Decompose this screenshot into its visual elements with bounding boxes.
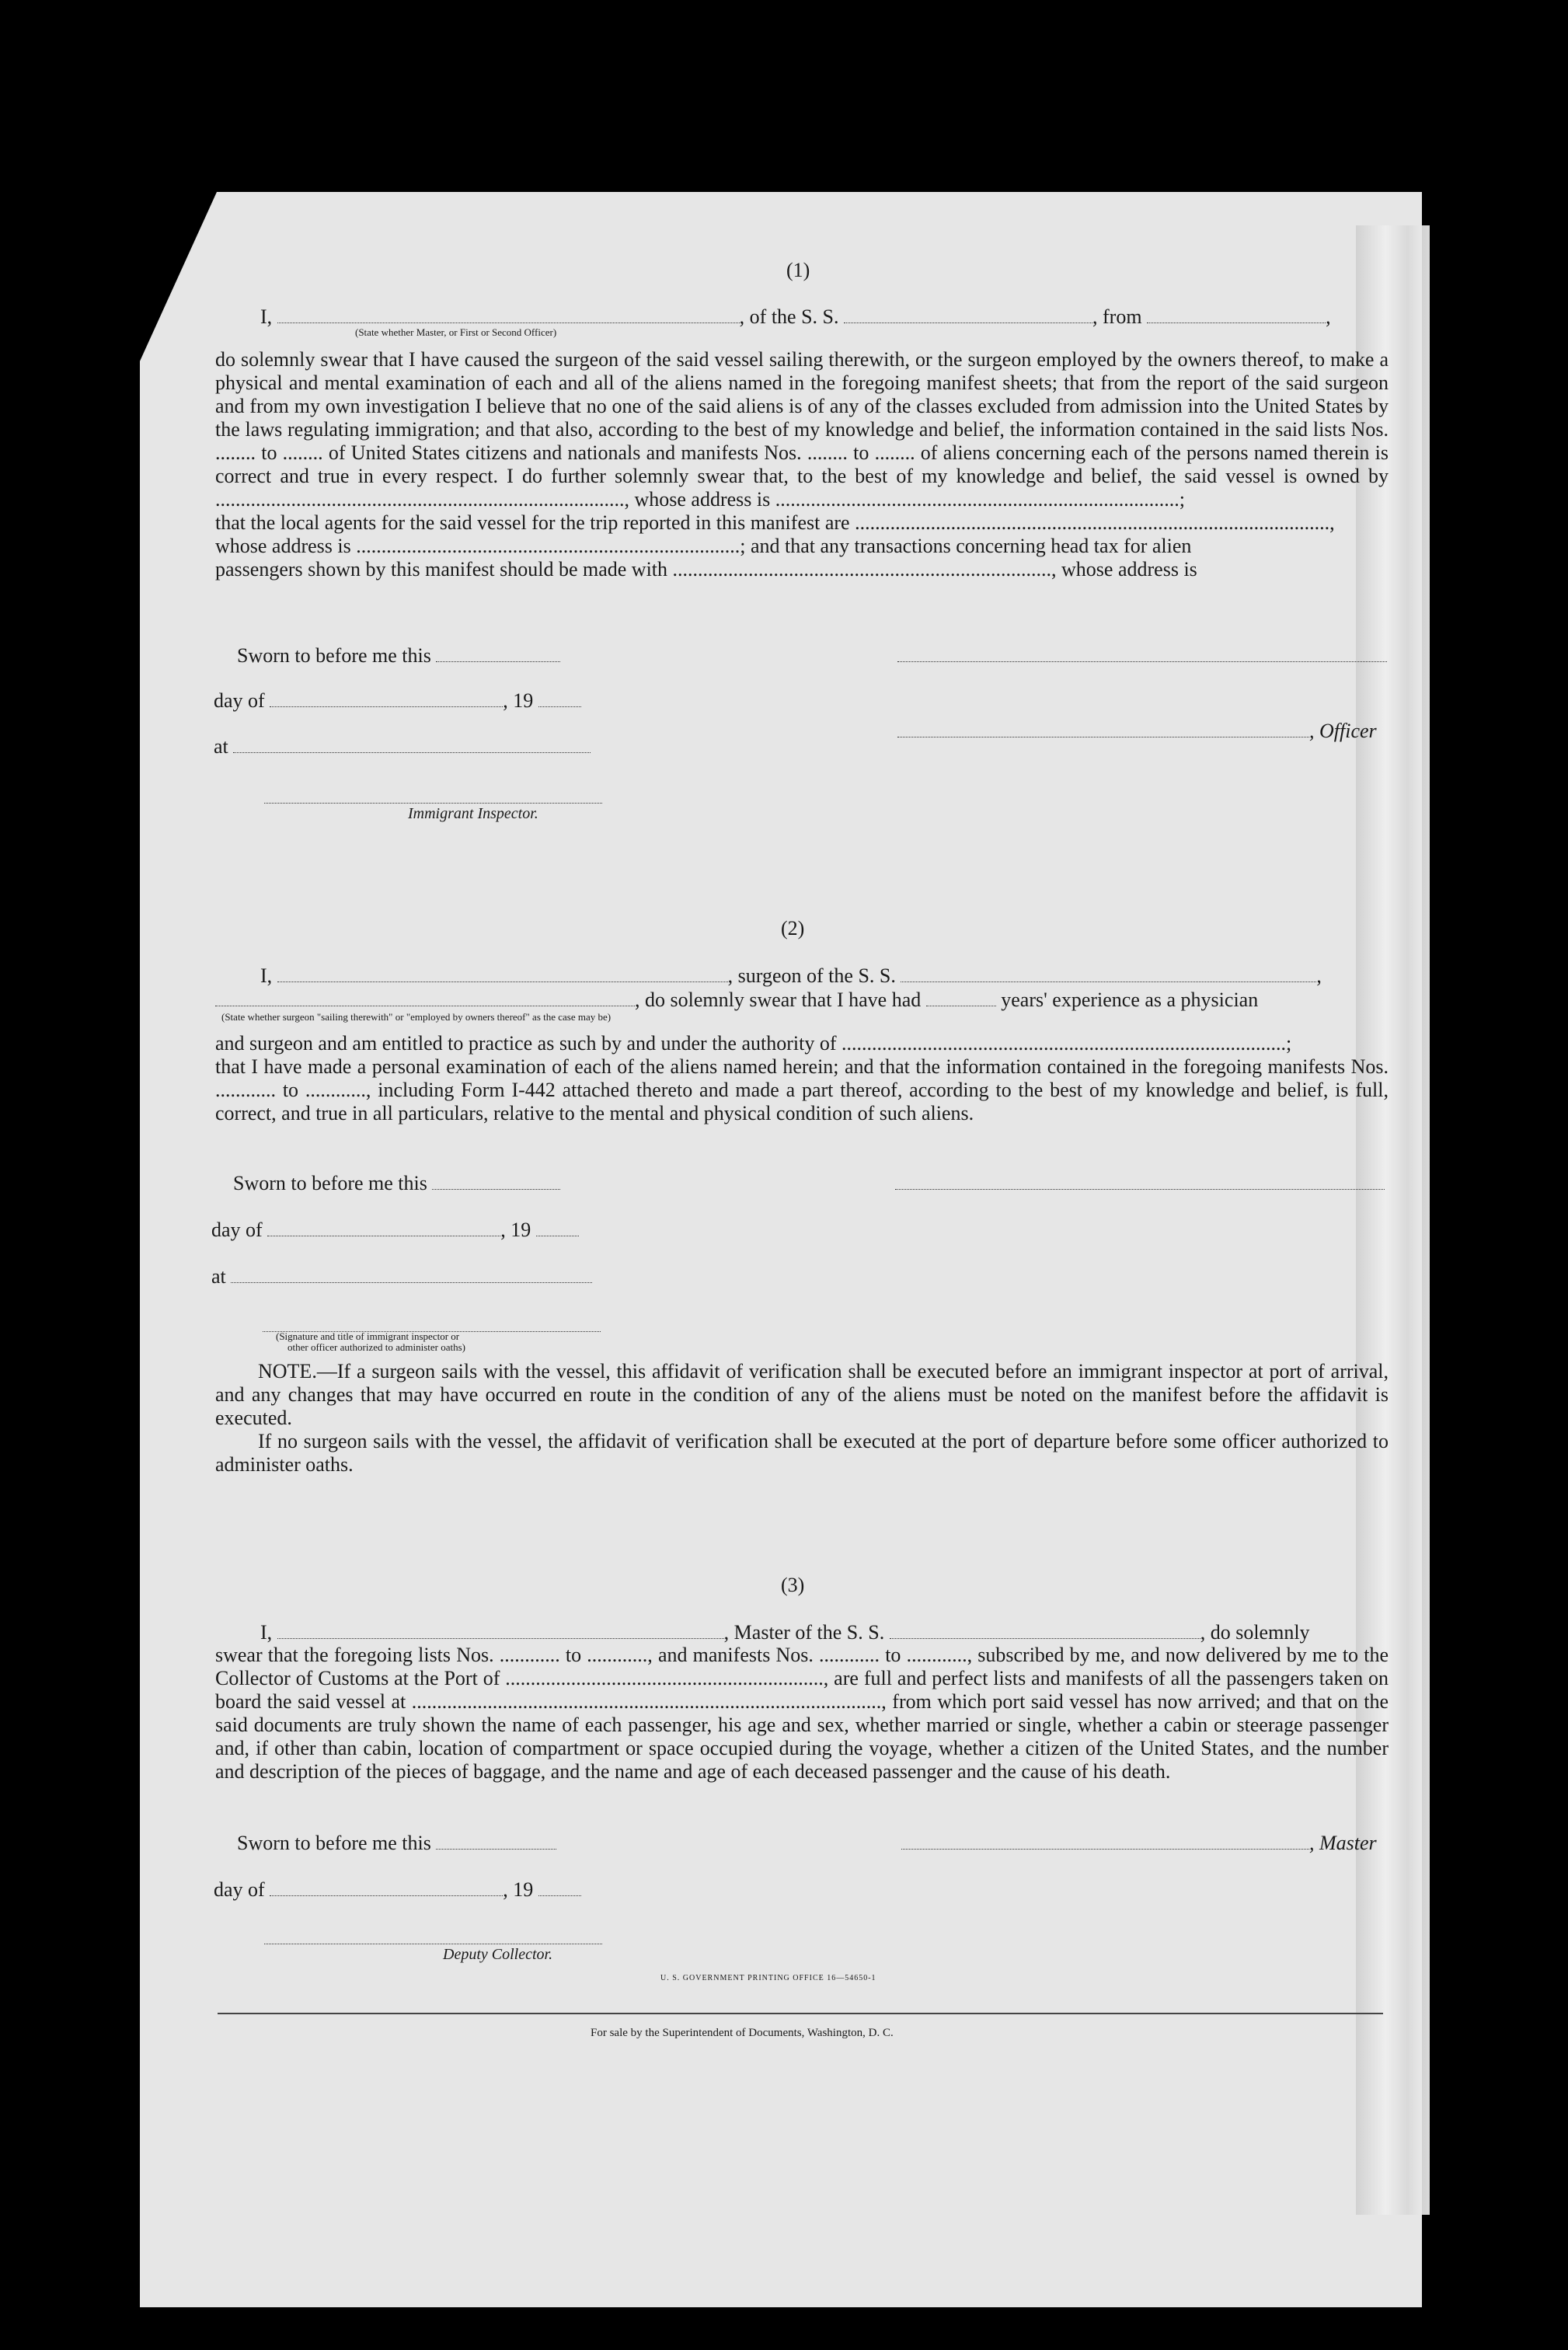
hint-surgeon: (State whether surgeon "sailing therewith" or "employed by owners thereof" as the case may be) <box>221 1011 612 1023</box>
label-i: I, <box>260 305 273 328</box>
sec1-sworn: Sworn to before me this <box>237 643 560 668</box>
sec1-agents: that the local agents for the said vessel for the trip reported in this manifest are .............................................................................................., <box>215 511 1335 534</box>
sec2-at: at <box>211 1264 592 1288</box>
sig-hint-1: (Signature and title of immigrant inspector or <box>276 1330 460 1342</box>
punch-hole <box>1434 2160 1469 2204</box>
immigrant-inspector-label: Immigrant Inspector. <box>408 805 538 822</box>
sec2-line1: I, , surgeon of the S. S. , <box>260 964 1322 987</box>
sec1-passengers: passengers shown by this manifest should be made with ..........................................................................., whose address is <box>215 558 1197 581</box>
blank-master-sig[interactable] <box>901 1836 1309 1850</box>
sec3-sworn: Sworn to before me this <box>237 1831 556 1855</box>
punch-hole <box>1434 1550 1469 1594</box>
blank-sworn-date-2[interactable] <box>432 1177 560 1190</box>
footer-rule <box>218 2013 1383 2014</box>
sec2-signature-line <box>895 1171 1385 1195</box>
punch-hole <box>1434 2040 1469 2083</box>
sec1-address: whose address is ............................................................................; and that any transactions concerning head tax for alien <box>215 535 1192 557</box>
note-text-2: If no surgeon sails with the vessel, the affidavit of verification shall be executed at the port of departure before some officer authorized to administer oaths. <box>215 1430 1389 1476</box>
sig-hint-2: other officer authorized to administer oaths) <box>287 1341 465 1353</box>
blank-years[interactable] <box>926 993 996 1006</box>
deputy-collector-label: Deputy Collector. <box>443 1946 553 1963</box>
sec3-day: day of , 19 <box>214 1878 581 1902</box>
sec1-signature-line <box>897 643 1387 668</box>
blank-at-2[interactable] <box>231 1270 592 1283</box>
blank-surgeon-ship[interactable] <box>901 969 1316 982</box>
note-text: —If a surgeon sails with the vessel, this affidavit of verification shall be executed before an immigrant inspector at port of arrival, and any changes that may have occurred en route in the condition of any of the aliens must be noted on the manifest before the affidavit is executed. <box>215 1360 1389 1429</box>
punch-hole <box>1434 1671 1469 1714</box>
sec2-note <box>215 1360 1389 1477</box>
blank-day-2[interactable] <box>267 1223 500 1236</box>
blank-sworn-date-3[interactable] <box>436 1836 556 1850</box>
gpo-imprint: U. S. GOVERNMENT PRINTING OFFICE 16—54650-1 <box>660 1974 876 1982</box>
section-2-number: (2) <box>781 917 805 940</box>
punch-hole <box>1434 738 1469 782</box>
blank-ship[interactable] <box>844 310 1092 323</box>
sec3-line1: I, , Master of the S. S. , do solemnly <box>260 1621 1310 1644</box>
section-1-number: (1) <box>786 259 810 281</box>
blank-officer[interactable] <box>897 724 1309 737</box>
blank-signature-2[interactable] <box>895 1177 1385 1190</box>
blank-surgeon-name[interactable] <box>277 969 728 982</box>
blank-signature[interactable] <box>897 649 1387 662</box>
sec2-sworn: Sworn to before me this <box>233 1171 560 1195</box>
blank-at[interactable] <box>233 740 591 753</box>
label-of-ss: , of the S. S. <box>739 305 839 328</box>
sec1-officer: , Officer <box>897 719 1377 743</box>
sec2-day: day of , 19 <box>211 1218 579 1242</box>
blank-from[interactable] <box>1147 310 1326 323</box>
blank-day[interactable] <box>270 694 503 707</box>
punch-hole <box>1434 859 1469 903</box>
sale-note: For sale by the Superintendent of Documents, Washington, D. C. <box>591 2027 894 2039</box>
blank-year-3[interactable] <box>538 1883 581 1896</box>
blank-master-name[interactable] <box>277 1626 724 1639</box>
sec2-body: and surgeon and am entitled to practice as such by and under the authority of ........................................................................................; that I have made a personal examination of each of the aliens named herein; and that the information contained in the foregoing manifests Nos. ............ to ............, including Form I-442 attached thereto and made a part thereof, according to the best of my knowledge and belief, is full, correct, and true in all particulars, relative to the mental and physical condition of such aliens. <box>215 1032 1389 1124</box>
label-from: , from <box>1092 305 1142 328</box>
punch-hole <box>1434 368 1469 411</box>
blank-master-ship[interactable] <box>890 1626 1200 1639</box>
hint-master: (State whether Master, or First or Second Officer) <box>355 326 557 338</box>
blank-day-3[interactable] <box>270 1883 503 1896</box>
sec3-master-line: , Master <box>901 1831 1377 1855</box>
note-label: NOTE. <box>258 1360 317 1382</box>
blank-year-2[interactable] <box>536 1223 579 1236</box>
sec1-at: at <box>214 734 591 758</box>
section-3-number: (3) <box>781 1574 805 1596</box>
sec3-body: swear that the foregoing lists Nos. ............ to ............, and manifests Nos. ............ to ............, subscribed by me, and now delivered by me to the Collector of Customs at the Port of ..............................................................., are full and perfect lists and manifests of all the passengers taken on board the said vessel at ............................................................................................., from which port said vessel has now arrived; and that on the said documents are truly shown the name of each passenger, his age and sex, whether married or single, whether a cabin or steerage passenger and, if other than cabin, location of compartment or space occupied during the voyage, whether a citizen of the United States, and the number and description of the pieces of baggage, and the name and age of each deceased passenger and the cause of his death. <box>215 1644 1389 1783</box>
sec2-line2: , do solemnly swear that I have had years' experience as a physician <box>215 988 1389 1012</box>
blank-surgeon-type[interactable] <box>215 993 635 1006</box>
sec1-day: day of , 19 <box>214 689 581 713</box>
punch-hole <box>1434 247 1469 291</box>
blank-name[interactable] <box>277 310 740 323</box>
sec1-body <box>215 348 1389 581</box>
punch-hole <box>1434 1199 1469 1243</box>
sec1-body-text: do solemnly swear that I have caused the surgeon of the said vessel sailing therewith, or the surgeon employed by the owners thereof, to make a physical and mental examination of each and all of the aliens named in the foregoing manifest sheets; that from the report of the said surgeon and from my own investigation I believe that no one of the said aliens is of any of the classes excluded from admission into the United States by the laws regulating immigration; and that also, according to the best of my knowledge and belief, the information contained in the said lists Nos. ........ to ........ of United States citizens and nationals and manifests Nos. ........ to ........ of aliens concerning each of the persons named therein is correct and true in every respect. I do further solemnly swear that, to the best of my knowledge and belief, the said vessel is owned by ................................................................................., whose address is ................................................................................; <box>215 348 1389 511</box>
blank-sworn-date[interactable] <box>436 649 560 662</box>
sec1-line1: I, , of the S. S. , from , <box>260 305 1331 328</box>
blank-year[interactable] <box>538 694 581 707</box>
